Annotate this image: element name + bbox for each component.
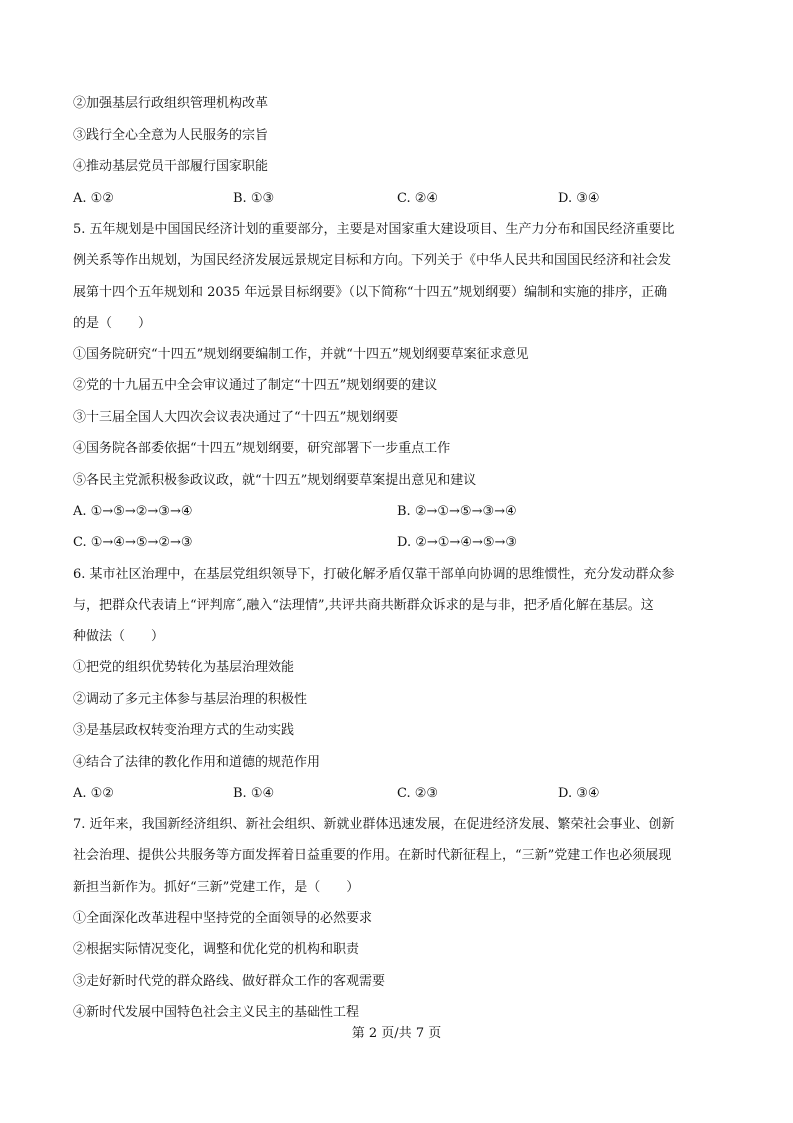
q6-option-b: B. ①④	[233, 786, 275, 801]
q6-item-3: ③是基层政权转变治理方式的生动实践	[73, 723, 295, 738]
q6-stem-line-3: 种做法（ ）	[73, 629, 165, 644]
q4-item-4: ④推动基层党员干部履行国家职能	[73, 159, 269, 174]
q7-stem-line-3: 新担当新作为。抓好“三新”党建工作，是（ ）	[73, 880, 360, 895]
q7-item-4: ④新时代发展中国特色社会主义民主的基础性工程	[73, 1005, 360, 1020]
q7-item-3: ③走好新时代党的群众路线、做好群众工作的客观需要	[73, 974, 386, 989]
q5-stem-line-2: 例关系等作出规划，为国民经济发展远景规定目标和方向。下列关于《中华人民共和国国民经济和社会发	[73, 253, 672, 268]
q6-stem-line-1: 6. 某市社区治理中，在基层党组织领导下，打破化解矛盾仅靠干部单向协调的思维惯性，充分发动群众参	[73, 567, 675, 582]
q5-item-2: ②党的十九届五中全会审议通过了制定“十四五”规划纲要的建议	[73, 378, 438, 393]
q6-option-c: C. ②③	[397, 786, 439, 801]
q5-stem-line-3: 展第十四个五年规划和 2035 年远景目标纲要》（以下简称“十四五”规划纲要）编制和实施的排序，正确	[73, 285, 668, 300]
q4-item-2: ②加强基层行政组织管理机构改革	[73, 96, 269, 111]
q4-option-c: C. ②④	[397, 191, 439, 206]
q6-option-d: D. ③④	[558, 786, 600, 801]
q4-option-a: A. ①②	[73, 191, 114, 206]
q4-option-d: D. ③④	[558, 191, 600, 206]
q5-option-b: B. ②→①→⑤→③→④	[397, 504, 517, 519]
page-number: 第 2 页/共 7 页	[351, 1026, 442, 1041]
q5-stem-line-4: 的是（ ）	[73, 316, 152, 331]
q5-item-1: ①国务院研究“十四五”规划纲要编制工作，并就“十四五”规划纲要草案征求意见	[73, 347, 529, 362]
q5-item-3: ③十三届全国人大四次会议表决通过了“十四五”规划纲要	[73, 410, 399, 425]
q7-item-1: ①全面深化改革进程中坚持党的全面领导的必然要求	[73, 911, 373, 926]
q6-option-a: A. ①②	[73, 786, 114, 801]
q4-option-b: B. ①③	[233, 191, 275, 206]
q6-item-1: ①把党的组织优势转化为基层治理效能	[73, 660, 295, 675]
q5-option-a: A. ①→⑤→②→③→④	[73, 504, 193, 519]
q5-item-5: ⑤各民主党派积极参政议政，就“十四五”规划纲要草案提出意见和建议	[73, 473, 477, 488]
q5-option-c: C. ①→④→⑤→②→③	[73, 535, 193, 550]
q7-item-2: ②根据实际情况变化，调整和优化党的机构和职责	[73, 942, 360, 957]
q6-item-4: ④结合了法律的教化作用和道德的规范作用	[73, 755, 321, 770]
q5-item-4: ④国务院各部委依据“十四五”规划纲要，研究部署下一步重点工作	[73, 441, 451, 456]
q4-item-3: ③践行全心全意为人民服务的宗旨	[73, 128, 269, 143]
q5-stem-line-1: 5. 五年规划是中国国民经济计划的重要部分，主要是对国家重大建设项目、生产力分布和国民经济重要比	[73, 222, 675, 237]
q5-option-d: D. ②→①→④→⑤→③	[397, 535, 518, 550]
q7-stem-line-1: 7. 近年来，我国新经济组织、新社会组织、新就业群体迅速发展，在促进经济发展、繁荣社会事业、创新	[73, 817, 675, 832]
q6-item-2: ②调动了多元主体参与基层治理的积极性	[73, 692, 308, 707]
q6-stem-line-2: 与，把群众代表请上“评判席˝,融入“法理情”,共评共商共断群众诉求的是与非，把矛盾化解在基层。这	[73, 598, 654, 613]
q7-stem-line-2: 社会治理、提供公共服务等方面发挥着日益重要的作用。在新时代新征程上，“三新”党建工作也必须展现	[73, 848, 672, 863]
